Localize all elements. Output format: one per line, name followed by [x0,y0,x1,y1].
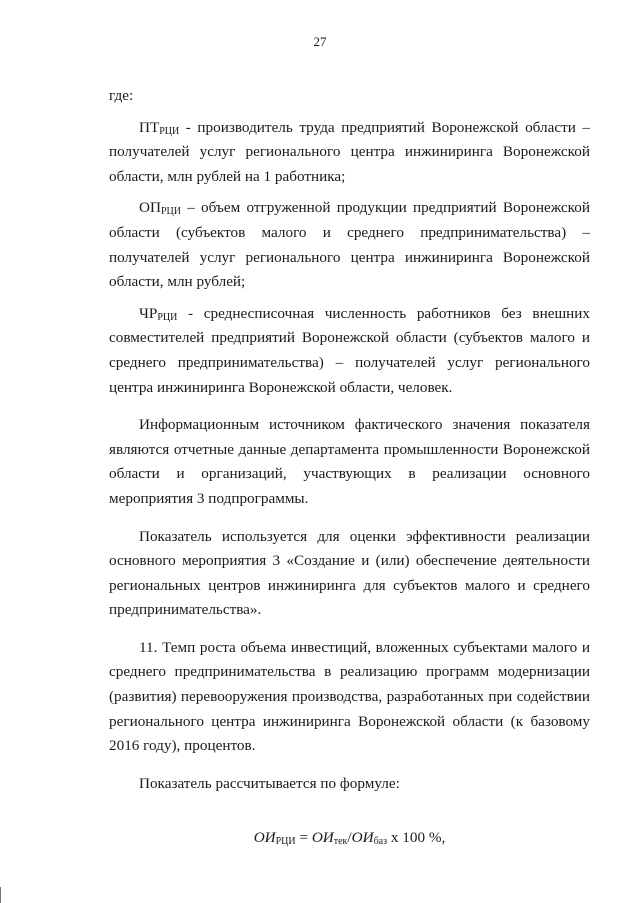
term-subscript: РЦИ [159,125,180,137]
formula-slash: / [347,829,352,847]
term-definition [109,302,590,400]
formula-equals: = [295,829,312,847]
formula [109,826,590,850]
term-definition [109,196,590,294]
formula-term-a: ОИ [311,829,334,847]
paragraph-formula-intro: Показатель рассчитывается по формуле: [139,774,400,792]
term-definition [109,116,590,190]
page-number: 27 [313,34,327,49]
formula-term-b: ОИ [351,829,374,847]
scan-edge-mark [0,887,1,903]
term-text: - среднесписочная численность работников без внешних совместителей предприятий Воронежской области (субъектов малого и среднего предпринимательства) – получателей услуг регионального центра инжиниринга Воронежской области, человек. [109,304,590,396]
formula-lhs-sub: РЦИ [275,836,296,848]
term-subscript: РЦИ [157,311,178,323]
formula-term-a-sub: тек [333,836,348,848]
term-subscript: РЦИ [160,206,181,218]
term-symbol: ЧР [139,304,158,322]
where-label: где: [109,87,134,104]
term-symbol: ПТ [139,118,160,136]
term-text: – объем отгруженной продукции предприятий Воронежской области (субъектов малого и среднего предпринимательства) – получателей услуг регионального центра инжиниринга Воронежской области, млн рублей; [109,199,590,291]
document-body [109,84,590,850]
paragraph-usage: Показатель используется для оценки эффективности реализации основного мероприятия 3 «Создание и (или) обеспечение деятельности региональных центров инжиниринга для субъектов малого и среднего предпринимательства». [109,527,590,619]
term-text: - производитель труда предприятий Воронежской области – получателей услуг регионального центра инжиниринга Воронежской области, млн рублей на 1 работника; [109,118,590,185]
formula-term-b-sub: баз [373,836,388,848]
term-symbol: ОП [139,199,161,217]
formula-lhs: ОИ [253,829,276,847]
paragraph-source: Информационным источником фактического значения показателя являются отчетные данные департамента промышленности Воронежской области и организаций, участвующих в реализации основного мероприятия 3 подпрограммы. [109,416,590,507]
paragraph-indicator-11: 11. Темп роста объема инвестиций, вложенных субъектами малого и среднего предпринимательства в реализацию программ модернизации (развития) перевооружения производства, разработанных при содействии регионального центра инжиниринга Воронежской области (к базовому 2016 году), процентов. [109,638,590,755]
formula-tail: x 100 %, [387,829,446,847]
